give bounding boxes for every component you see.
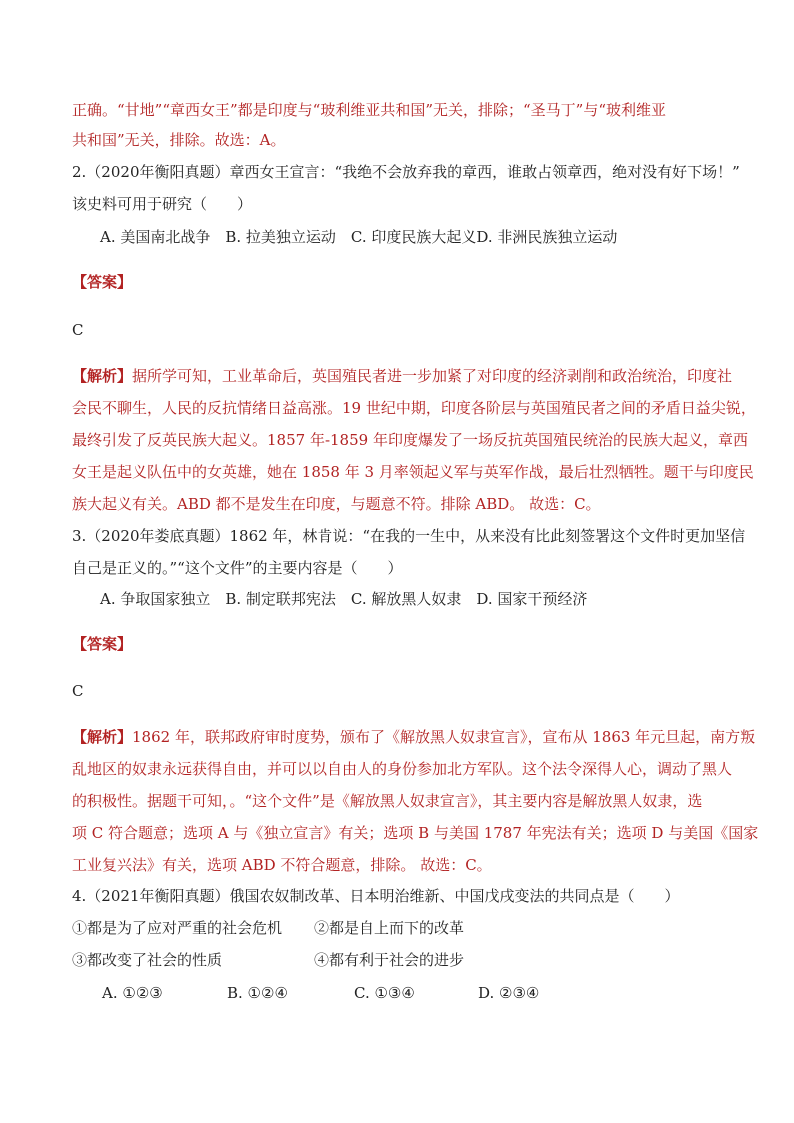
q2-analysis-text-1: 据所学可知，工业革命后，英国殖民者进一步加紧了对印度的经济剥削和政治统治，印度社 <box>132 367 733 385</box>
q4-statement-3: ③都改变了社会的性质 <box>72 951 223 969</box>
q4-statement-2: ②都是自上而下的改革 <box>314 919 465 937</box>
q3-answer-label: 【答案】 <box>72 635 133 653</box>
q2-answer-label: 【答案】 <box>72 273 133 291</box>
q3-analysis-text-1: 1862 年，联邦政府审时度势，颁布了《解放黑人奴隶宣言》，宣布从 1863 年元旦起，南方叛 <box>132 728 756 746</box>
q2-analysis-line-2: 会民不聊生，人民的反抗情绪日益高涨。19 世纪中期，印度各阶层与英国殖民者之间的矛盾日益尖锐， <box>72 399 756 417</box>
q3-stem-line-2: 自己是正义的。”“这个文件”的主要内容是（ ） <box>72 559 403 577</box>
q2-answer: C <box>72 321 84 339</box>
q3-analysis-line-2: 乱地区的奴隶永远获得自由，并可以以自由人的身份参加北方军队。这个法令深得人心，调动了黑人 <box>72 760 733 778</box>
q3-stem-line-1: 3.（2020年娄底真题）1862 年，林肯说：“在我的一生中，从来没有比此刻签署这个文件时更加坚信 <box>72 527 746 545</box>
q3-analysis-line-1 <box>72 727 755 747</box>
q4-stem: 4.（2021年衡阳真题）俄国农奴制改革、日本明治维新、中国戊戌变法的共同点是（ ） <box>72 887 680 905</box>
q4-option-b: B. ①②④ <box>227 984 288 1002</box>
q3-analysis-line-4: 项 C 符合题意；选项 A 与《独立宣言》有关；选项 B 与美国 1787 年宪法有关；选项 D 与美国《国家 <box>72 824 759 842</box>
q3-answer: C <box>72 682 84 700</box>
q3-analysis-line-5: 工业复兴法》有关，选项 ABD 不符合题意，排除。 故选：C。 <box>72 856 492 874</box>
q2-options: A. 美国南北战争 B. 拉美独立运动 C. 印度民族大起义D. 非洲民族独立运动 <box>100 228 618 246</box>
prev-analysis-line-1: 正确。“甘地”“章西女王”都是印度与“玻利维亚共和国”无关，排除；“圣马丁”与“玻利维亚 <box>72 101 667 119</box>
prev-analysis-line-2: 共和国”无关，排除。故选：A。 <box>72 131 286 149</box>
q4-option-c: C. ①③④ <box>354 984 415 1002</box>
q2-analysis-line-3: 最终引发了反英民族大起义。1857 年-1859 年印度爆发了一场反抗英国殖民统治的民族大起义，章西 <box>72 431 748 449</box>
q3-analysis-line-3: 的积极性。据题干可知，。“这个文件”是《解放黑人奴隶宣言》，其主要内容是解放黑人奴隶，选 <box>72 792 703 810</box>
q3-options: A. 争取国家独立 B. 制定联邦宪法 C. 解放黑人奴隶 D. 国家干预经济 <box>100 590 588 608</box>
q2-stem-line-1: 2.（2020年衡阳真题）章西女王宣言：“我绝不会放弃我的章西，谁敢占领章西，绝对没有好下场！” <box>72 163 740 181</box>
q2-analysis-line-1 <box>72 366 732 386</box>
q2-stem-line-2: 该史料可用于研究（ ） <box>72 195 253 213</box>
q4-statement-4: ④都有利于社会的进步 <box>314 951 465 969</box>
q4-option-a: A. ①②③ <box>102 984 163 1002</box>
q2-analysis-line-5: 族大起义有关。ABD 都不是发生在印度，与题意不符。排除 ABD。 故选：C。 <box>72 495 601 513</box>
q2-analysis-line-4: 女王是起义队伍中的女英雄，她在 1858 年 3 月率领起义军与英军作战，最后壮烈牺牲。题干与印度民 <box>72 463 754 481</box>
q2-analysis-label: 【解析】 <box>72 367 133 385</box>
q4-option-d: D. ②③④ <box>478 984 540 1002</box>
q4-statement-1: ①都是为了应对严重的社会危机 <box>72 919 283 937</box>
q3-analysis-label: 【解析】 <box>72 728 133 746</box>
